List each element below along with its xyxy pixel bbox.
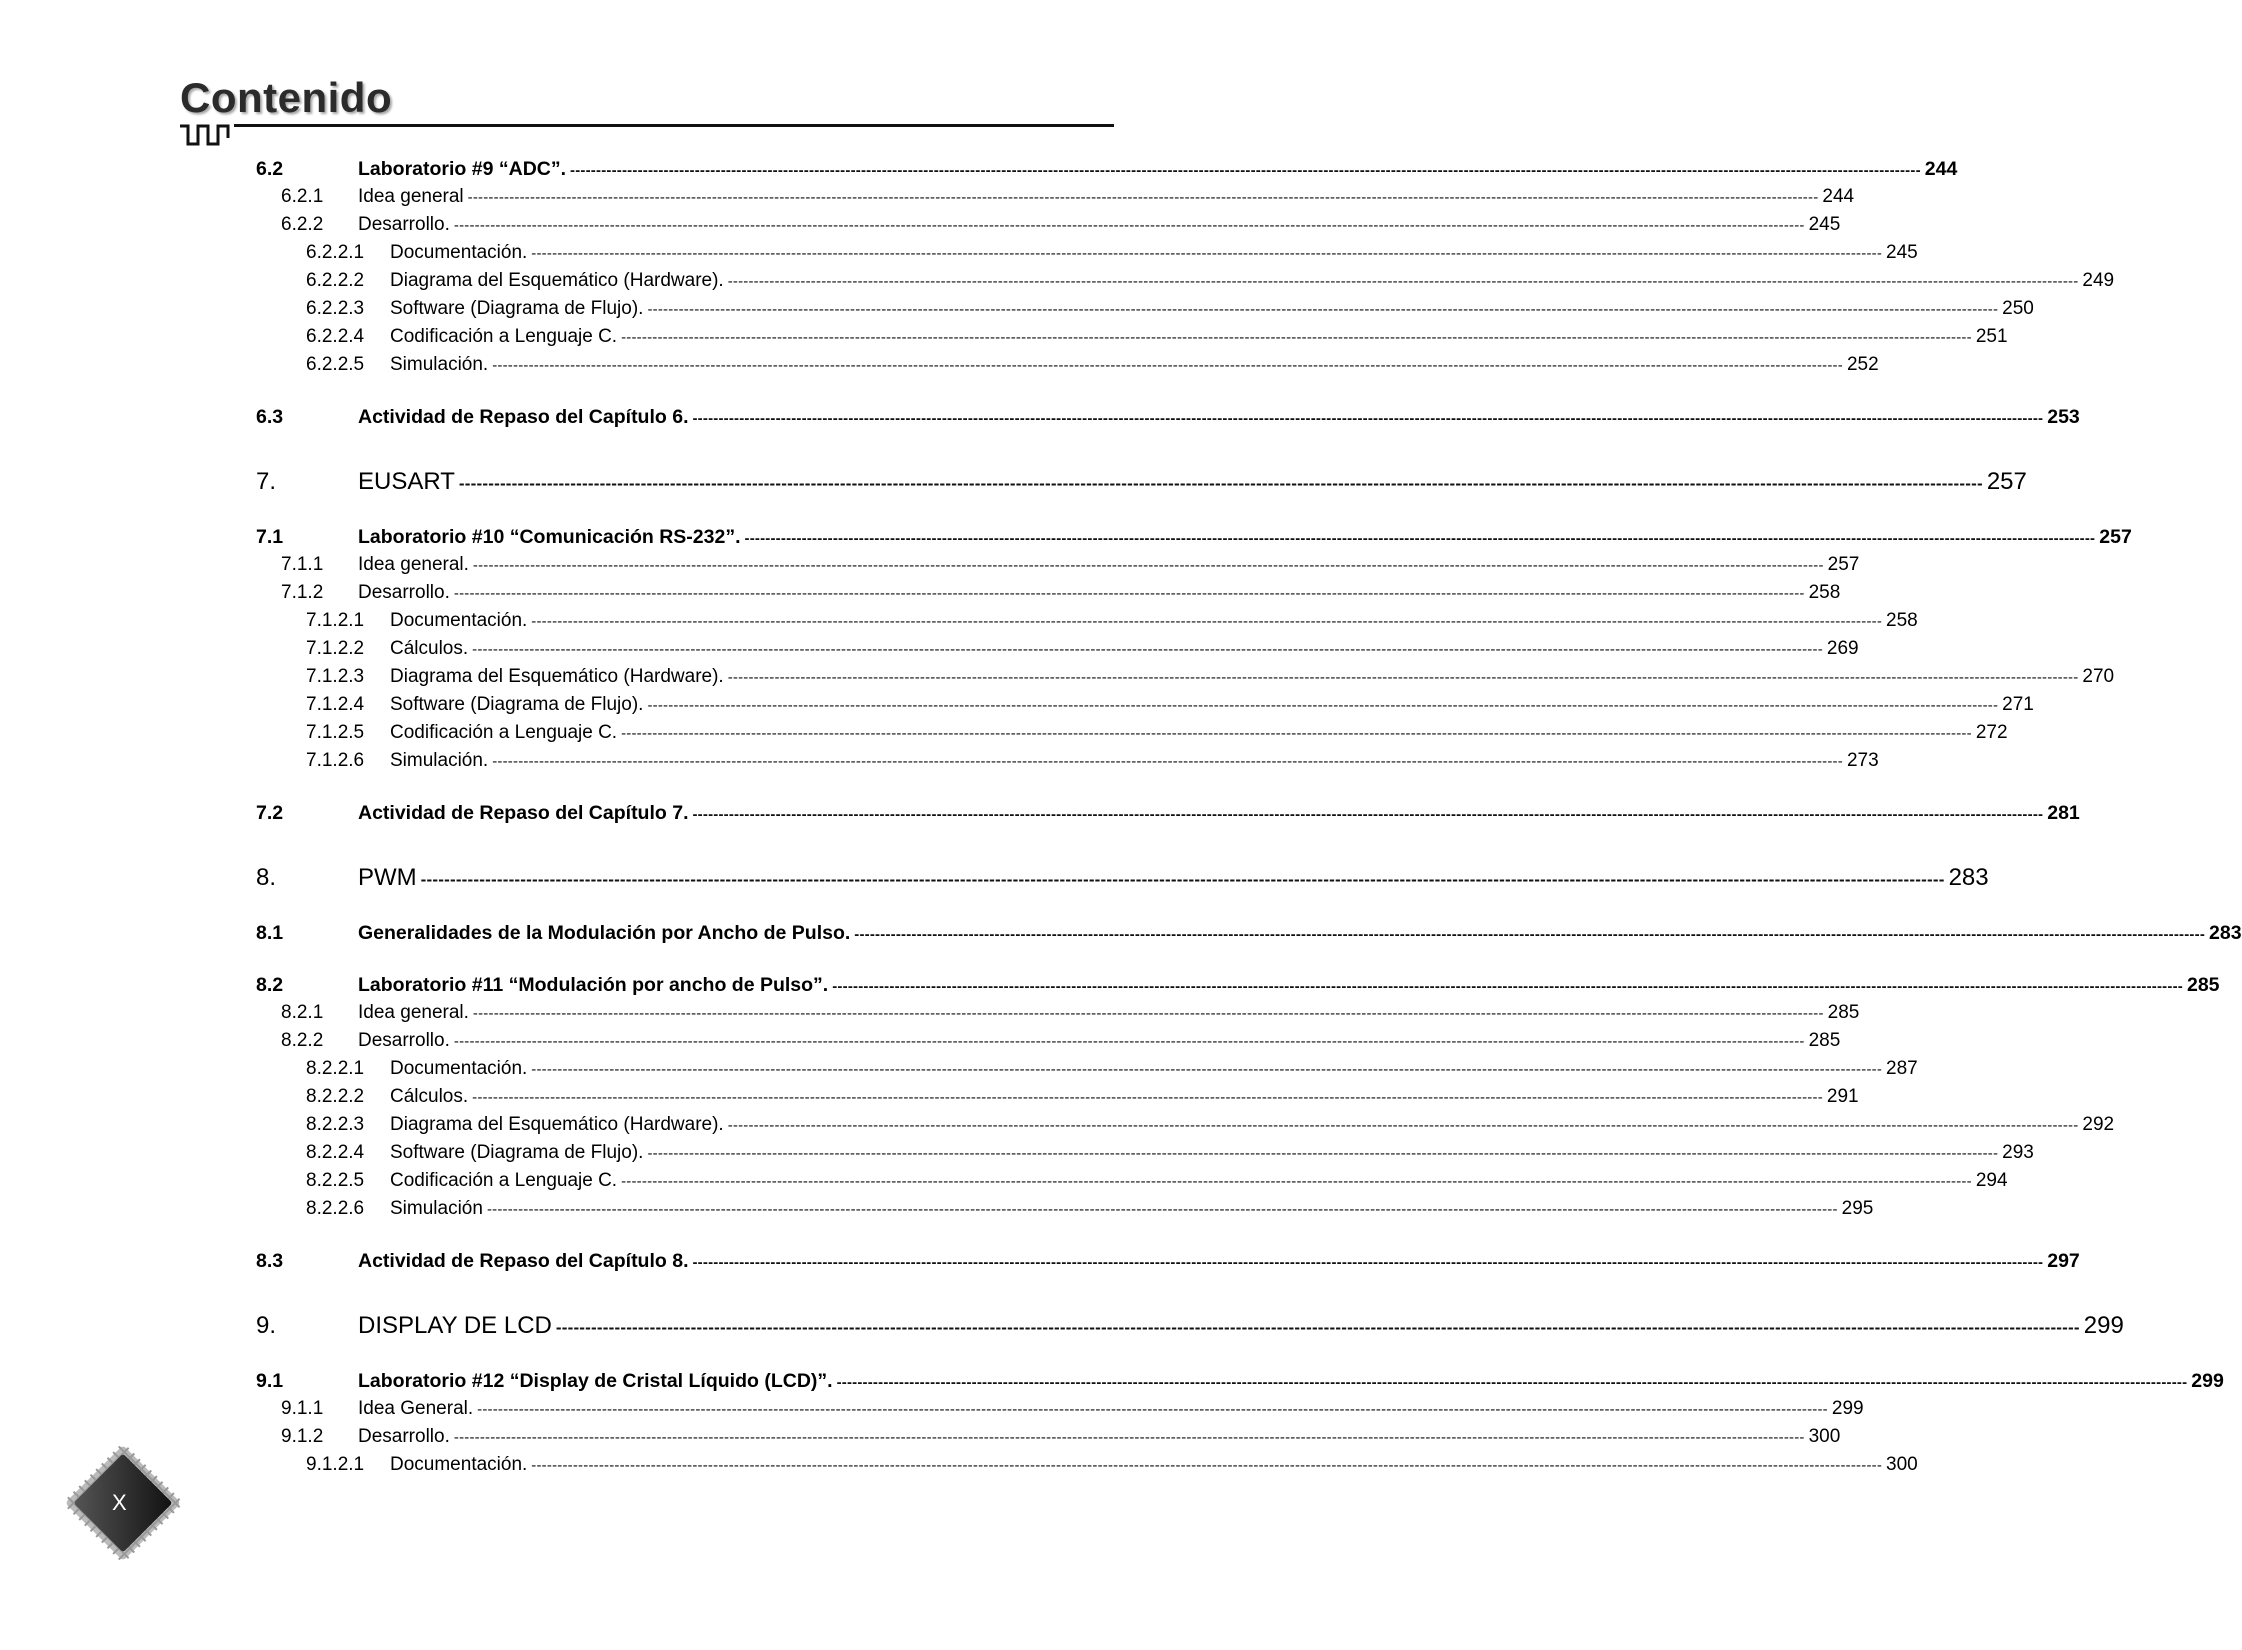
toc-entry[interactable] — [256, 526, 2132, 554]
toc-entry-title: Idea general. — [358, 1002, 469, 1023]
toc-entry-number: 8.2.2.5 — [306, 1170, 365, 1191]
toc-entry[interactable] — [256, 326, 2008, 354]
toc-entry-title: Laboratorio #9 “ADC”. — [358, 158, 567, 180]
toc-entry-number: 6.2.1 — [281, 186, 324, 207]
toc-entry[interactable] — [256, 1312, 2124, 1346]
toc-entry-number: 6.2.2.4 — [306, 326, 365, 347]
toc-entry-title: Laboratorio #12 “Display de Cristal Líquido (LCD)”. — [358, 1370, 833, 1392]
toc-entry-page: 250 — [2002, 298, 2034, 319]
toc-entry-title: Simulación — [390, 1198, 483, 1219]
toc-entry-page: 292 — [2082, 1114, 2115, 1135]
toc-dot-leader: -------------------------------------------------------------------------------------------------------------------------------------------------------------------------------------------------------------------------------------------------------------------- — [531, 1457, 1883, 1474]
toc-entry-number: 7. — [256, 468, 277, 495]
header-rule — [234, 124, 1114, 127]
toc-spacer — [256, 778, 1110, 802]
toc-entry-title: Idea general — [358, 186, 464, 207]
toc-entry-page: 285 — [1808, 1030, 1841, 1051]
toc-entry-number: 6.2.2.1 — [306, 242, 365, 263]
toc-entry-number: 9. — [256, 1312, 277, 1339]
toc-entry-page: 245 — [1886, 242, 1918, 263]
toc-entry-page: 299 — [2083, 1312, 2124, 1339]
toc-entry[interactable] — [256, 158, 1958, 186]
toc-spacer — [256, 1226, 1110, 1250]
toc-dot-leader: -------------------------------------------------------------------------------------------------------------------------------------------------------------------------------------------------------------------------------------------------------------------- — [420, 870, 1945, 889]
toc-entry[interactable] — [256, 1454, 1918, 1482]
toc-spacer — [256, 434, 1110, 468]
toc-entry[interactable] — [256, 1170, 2008, 1198]
toc-entry-number: 8.2.2.1 — [306, 1058, 365, 1079]
toc-entry-page: 258 — [1886, 610, 1918, 631]
toc-dot-leader: -------------------------------------------------------------------------------------------------------------------------------------------------------------------------------------------------------------------------------------------------------------------- — [467, 189, 1819, 206]
toc-entry[interactable] — [256, 298, 2034, 326]
toc-entry-page: 287 — [1886, 1058, 1918, 1079]
toc-entry-page: 244 — [1924, 158, 1958, 180]
toc-entry-title: Codificación a Lenguaje C. — [390, 1170, 618, 1191]
toc-entry-title: Documentación. — [390, 1058, 528, 1079]
toc-entry-page: 291 — [1826, 1086, 1859, 1107]
toc-entry-page: 252 — [1846, 354, 1879, 375]
toc-entry[interactable] — [256, 694, 2034, 722]
toc-entry-number: 7.1 — [256, 526, 284, 548]
toc-entry[interactable] — [256, 610, 1918, 638]
toc-dot-leader: -------------------------------------------------------------------------------------------------------------------------------------------------------------------------------------------------------------------------------------------------------------------- — [458, 474, 1983, 493]
toc-entry-title: Codificación a Lenguaje C. — [390, 722, 618, 743]
toc-dot-leader: -------------------------------------------------------------------------------------------------------------------------------------------------------------------------------------------------------------------------------------------------------------------- — [472, 641, 1823, 658]
toc-entry-page: 251 — [1975, 326, 2008, 347]
toc-entry-page: 293 — [2002, 1142, 2034, 1163]
toc-entry-page: 285 — [1827, 1002, 1860, 1023]
toc-dot-leader: -------------------------------------------------------------------------------------------------------------------------------------------------------------------------------------------------------------------------------------------------------------------- — [570, 162, 1921, 179]
toc-dot-leader: -------------------------------------------------------------------------------------------------------------------------------------------------------------------------------------------------------------------------------------------------------------------- — [744, 530, 2096, 547]
toc-entry-title: Codificación a Lenguaje C. — [390, 326, 618, 347]
toc-entry[interactable] — [256, 1198, 1874, 1226]
toc-entry-title: Cálculos. — [390, 1086, 469, 1107]
toc-dot-leader: -------------------------------------------------------------------------------------------------------------------------------------------------------------------------------------------------------------------------------------------------------------------- — [453, 585, 1805, 602]
toc-entry-title: Documentación. — [390, 1454, 528, 1475]
toc-entry[interactable] — [256, 1370, 2224, 1398]
toc-entry[interactable] — [256, 1142, 2034, 1170]
toc-entry-title: Laboratorio #10 “Comunicación RS-232”. — [358, 526, 741, 548]
toc-entry-number: 7.1.2.2 — [306, 638, 365, 659]
toc-entry[interactable] — [256, 802, 2080, 830]
toc-dot-leader: -------------------------------------------------------------------------------------------------------------------------------------------------------------------------------------------------------------------------------------------------------------------- — [832, 978, 2183, 995]
toc-entry-number: 6.2.2.2 — [306, 270, 365, 291]
toc-entry-title: Diagrama del Esquemático (Hardware). — [390, 270, 724, 291]
toc-entry-number: 8. — [256, 864, 277, 891]
toc-entry-page: 300 — [1886, 1454, 1918, 1475]
toc-entry-title: Simulación. — [390, 750, 489, 771]
toc-entry-title: Actividad de Repaso del Capítulo 8. — [358, 1250, 689, 1272]
toc-entry-title: Desarrollo. — [358, 214, 450, 235]
toc-dot-leader: -------------------------------------------------------------------------------------------------------------------------------------------------------------------------------------------------------------------------------------------------------------------- — [492, 357, 1843, 374]
toc-entry[interactable] — [256, 1114, 2115, 1142]
toc-entry-number: 7.1.1 — [281, 554, 324, 575]
toc-entry-page: 244 — [1822, 186, 1855, 207]
toc-entry-title: Actividad de Repaso del Capítulo 6. — [358, 406, 689, 428]
toc-entry[interactable] — [256, 1398, 1864, 1426]
toc-entry-number: 9.1 — [256, 1370, 284, 1392]
toc-entry-page: 300 — [1808, 1426, 1841, 1447]
toc-entry[interactable] — [256, 1086, 1859, 1114]
toc-entry-page: 273 — [1846, 750, 1879, 771]
toc-spacer — [256, 950, 1110, 974]
table-of-contents — [256, 158, 2242, 1482]
toc-entry-number: 8.2.2 — [281, 1030, 324, 1051]
toc-dot-leader: -------------------------------------------------------------------------------------------------------------------------------------------------------------------------------------------------------------------------------------------------------------------- — [472, 1089, 1823, 1106]
toc-dot-leader: -------------------------------------------------------------------------------------------------------------------------------------------------------------------------------------------------------------------------------------------------------------------- — [453, 217, 1805, 234]
toc-dot-leader: -------------------------------------------------------------------------------------------------------------------------------------------------------------------------------------------------------------------------------------------------------------------- — [492, 753, 1843, 770]
toc-dot-leader: -------------------------------------------------------------------------------------------------------------------------------------------------------------------------------------------------------------------------------------------------------------------- — [531, 613, 1883, 630]
toc-entry[interactable] — [256, 1030, 1841, 1058]
toc-entry[interactable] — [256, 1250, 2080, 1278]
toc-dot-leader: -------------------------------------------------------------------------------------------------------------------------------------------------------------------------------------------------------------------------------------------------------------------- — [621, 1173, 1972, 1190]
toc-entry-page: 294 — [1975, 1170, 2008, 1191]
toc-dot-leader: -------------------------------------------------------------------------------------------------------------------------------------------------------------------------------------------------------------------------------------------------------------------- — [486, 1201, 1838, 1218]
toc-entry[interactable] — [256, 214, 1841, 242]
toc-entry-title: Software (Diagrama de Flujo). — [390, 694, 644, 715]
toc-entry-title: Software (Diagrama de Flujo). — [390, 298, 644, 319]
toc-entry-number: 8.2.2.2 — [306, 1086, 365, 1107]
toc-dot-leader: -------------------------------------------------------------------------------------------------------------------------------------------------------------------------------------------------------------------------------------------------------------------- — [621, 725, 1972, 742]
toc-entry-number: 8.3 — [256, 1250, 284, 1272]
toc-entry-page: 270 — [2082, 666, 2115, 687]
toc-entry-page: 257 — [1986, 468, 2027, 495]
toc-dot-leader: -------------------------------------------------------------------------------------------------------------------------------------------------------------------------------------------------------------------------------------------------------------------- — [477, 1401, 1828, 1418]
toc-dot-leader: -------------------------------------------------------------------------------------------------------------------------------------------------------------------------------------------------------------------------------------------------------------------- — [854, 926, 2206, 943]
toc-entry-page: 272 — [1975, 722, 2008, 743]
toc-entry-title: Documentación. — [390, 242, 528, 263]
toc-entry-number: 7.1.2.5 — [306, 722, 365, 743]
toc-entry-number: 6.3 — [256, 406, 284, 428]
toc-dot-leader: -------------------------------------------------------------------------------------------------------------------------------------------------------------------------------------------------------------------------------------------------------------------- — [555, 1318, 2080, 1337]
toc-spacer — [256, 830, 1110, 864]
toc-dot-leader: -------------------------------------------------------------------------------------------------------------------------------------------------------------------------------------------------------------------------------------------------------------------- — [621, 329, 1972, 346]
toc-entry[interactable] — [256, 270, 2115, 298]
toc-entry-page: 285 — [2186, 974, 2220, 996]
toc-entry-number: 6.2.2.5 — [306, 354, 365, 375]
toc-dot-leader: -------------------------------------------------------------------------------------------------------------------------------------------------------------------------------------------------------------------------------------------------------------------- — [836, 1374, 2188, 1391]
toc-entry-page: 245 — [1808, 214, 1841, 235]
toc-spacer — [256, 1278, 1110, 1312]
toc-entry[interactable] — [256, 468, 2027, 502]
toc-entry-number: 7.1.2.6 — [306, 750, 365, 771]
toc-entry[interactable] — [256, 242, 1918, 270]
toc-entry-title: Cálculos. — [390, 638, 469, 659]
toc-entry-title: Idea General. — [358, 1398, 474, 1419]
toc-entry-page: 269 — [1826, 638, 1859, 659]
toc-dot-leader: -------------------------------------------------------------------------------------------------------------------------------------------------------------------------------------------------------------------------------------------------------------------- — [472, 557, 1824, 574]
toc-entry-title: EUSART — [358, 468, 455, 495]
toc-dot-leader: -------------------------------------------------------------------------------------------------------------------------------------------------------------------------------------------------------------------------------------------------------------------- — [531, 245, 1883, 262]
toc-entry-page: 297 — [2047, 1250, 2080, 1272]
toc-entry-title: Simulación. — [390, 354, 489, 375]
toc-entry-page: 257 — [1827, 554, 1860, 575]
toc-entry-page: 253 — [2047, 406, 2080, 428]
toc-entry-page: 281 — [2047, 802, 2080, 824]
toc-entry-title: Desarrollo. — [358, 1426, 450, 1447]
toc-dot-leader: -------------------------------------------------------------------------------------------------------------------------------------------------------------------------------------------------------------------------------------------------------------------- — [692, 1254, 2044, 1271]
toc-dot-leader: -------------------------------------------------------------------------------------------------------------------------------------------------------------------------------------------------------------------------------------------------------------------- — [692, 410, 2044, 427]
toc-entry-number: 8.2 — [256, 974, 284, 996]
toc-entry[interactable] — [256, 582, 1841, 610]
toc-spacer — [256, 502, 1110, 526]
toc-entry-title: DISPLAY DE LCD — [358, 1312, 552, 1339]
toc-entry-number: 8.2.2.3 — [306, 1114, 365, 1135]
toc-entry-number: 6.2.2.3 — [306, 298, 365, 319]
toc-entry-number: 7.2 — [256, 802, 284, 824]
toc-entry[interactable] — [256, 1002, 1860, 1030]
toc-entry[interactable] — [256, 554, 1860, 582]
toc-entry-title: Diagrama del Esquemático (Hardware). — [390, 1114, 724, 1135]
toc-dot-leader: -------------------------------------------------------------------------------------------------------------------------------------------------------------------------------------------------------------------------------------------------------------------- — [453, 1429, 1805, 1446]
toc-entry-page: 271 — [2002, 694, 2034, 715]
toc-entry-page: 299 — [1831, 1398, 1864, 1419]
page-title: Contenido — [180, 74, 393, 121]
toc-entry-number: 8.2.1 — [281, 1002, 324, 1023]
toc-entry-title: Software (Diagrama de Flujo). — [390, 1142, 644, 1163]
toc-entry-number: 9.1.2 — [281, 1426, 324, 1447]
toc-entry-number: 7.1.2.4 — [306, 694, 365, 715]
toc-entry[interactable] — [256, 666, 2115, 694]
toc-entry-page: 299 — [2191, 1370, 2224, 1392]
toc-entry[interactable] — [256, 186, 1855, 214]
toc-entry-number: 6.2 — [256, 158, 284, 180]
toc-entry-number: 8.1 — [256, 922, 284, 944]
toc-entry-page: 295 — [1841, 1198, 1874, 1219]
toc-entry-title: Desarrollo. — [358, 1030, 450, 1051]
toc-entry-number: 7.1.2.1 — [306, 610, 365, 631]
toc-entry-title: Documentación. — [390, 610, 528, 631]
toc-entry-number: 9.1.2.1 — [306, 1454, 365, 1475]
toc-dot-leader: -------------------------------------------------------------------------------------------------------------------------------------------------------------------------------------------------------------------------------------------------------------------- — [472, 1005, 1824, 1022]
toc-entry-number: 8.2.2.4 — [306, 1142, 365, 1163]
toc-dot-leader: -------------------------------------------------------------------------------------------------------------------------------------------------------------------------------------------------------------------------------------------------------------------- — [647, 1145, 1999, 1162]
chip-label: X — [112, 1490, 127, 1515]
toc-dot-leader: -------------------------------------------------------------------------------------------------------------------------------------------------------------------------------------------------------------------------------------------------------------------- — [692, 806, 2044, 823]
toc-dot-leader: -------------------------------------------------------------------------------------------------------------------------------------------------------------------------------------------------------------------------------------------------------------------- — [727, 273, 2079, 290]
toc-spacer — [256, 1346, 1110, 1370]
toc-entry-title: Generalidades de la Modulación por Ancho de Pulso. — [358, 922, 851, 944]
toc-dot-leader: -------------------------------------------------------------------------------------------------------------------------------------------------------------------------------------------------------------------------------------------------------------------- — [647, 301, 1999, 318]
toc-entry-title: Idea general. — [358, 554, 469, 575]
toc-entry-number: 8.2.2.6 — [306, 1198, 365, 1219]
toc-entry[interactable] — [256, 722, 2008, 750]
toc-entry-page: 283 — [1948, 864, 1989, 891]
toc-entry[interactable] — [256, 638, 1859, 666]
toc-entry[interactable] — [256, 1426, 1841, 1454]
toc-entry-number: 7.1.2 — [281, 582, 324, 603]
square-wave-icon — [180, 124, 240, 146]
toc-entry-title: Diagrama del Esquemático (Hardware). — [390, 666, 724, 687]
toc-entry[interactable] — [256, 406, 2080, 434]
toc-entry[interactable] — [256, 750, 1879, 778]
toc-entry-title: PWM — [358, 864, 417, 891]
toc-dot-leader: -------------------------------------------------------------------------------------------------------------------------------------------------------------------------------------------------------------------------------------------------------------------- — [647, 697, 1999, 714]
toc-entry-page: 283 — [2209, 922, 2242, 944]
toc-entry[interactable] — [256, 354, 1879, 382]
toc-entry-title: Actividad de Repaso del Capítulo 7. — [358, 802, 689, 824]
toc-dot-leader: -------------------------------------------------------------------------------------------------------------------------------------------------------------------------------------------------------------------------------------------------------------------- — [453, 1033, 1805, 1050]
toc-entry[interactable] — [256, 922, 2242, 950]
toc-entry-page: 249 — [2082, 270, 2115, 291]
toc-entry-number: 9.1.1 — [281, 1398, 324, 1419]
toc-entry-page: 257 — [2099, 526, 2132, 548]
toc-dot-leader: -------------------------------------------------------------------------------------------------------------------------------------------------------------------------------------------------------------------------------------------------------------------- — [727, 1117, 2079, 1134]
toc-dot-leader: -------------------------------------------------------------------------------------------------------------------------------------------------------------------------------------------------------------------------------------------------------------------- — [727, 669, 2079, 686]
toc-entry-number: 7.1.2.3 — [306, 666, 365, 687]
toc-spacer — [256, 382, 1110, 406]
toc-entry-title: Laboratorio #11 “Modulación por ancho de Pulso”. — [358, 974, 829, 996]
toc-entry-page: 258 — [1808, 582, 1841, 603]
toc-entry[interactable] — [256, 1058, 1918, 1086]
toc-entry[interactable] — [256, 974, 2220, 1002]
toc-dot-leader: -------------------------------------------------------------------------------------------------------------------------------------------------------------------------------------------------------------------------------------------------------------------- — [531, 1061, 1883, 1078]
toc-spacer — [256, 898, 1110, 922]
toc-entry[interactable] — [256, 864, 1989, 898]
toc-entry-number: 6.2.2 — [281, 214, 324, 235]
toc-entry-title: Desarrollo. — [358, 582, 450, 603]
